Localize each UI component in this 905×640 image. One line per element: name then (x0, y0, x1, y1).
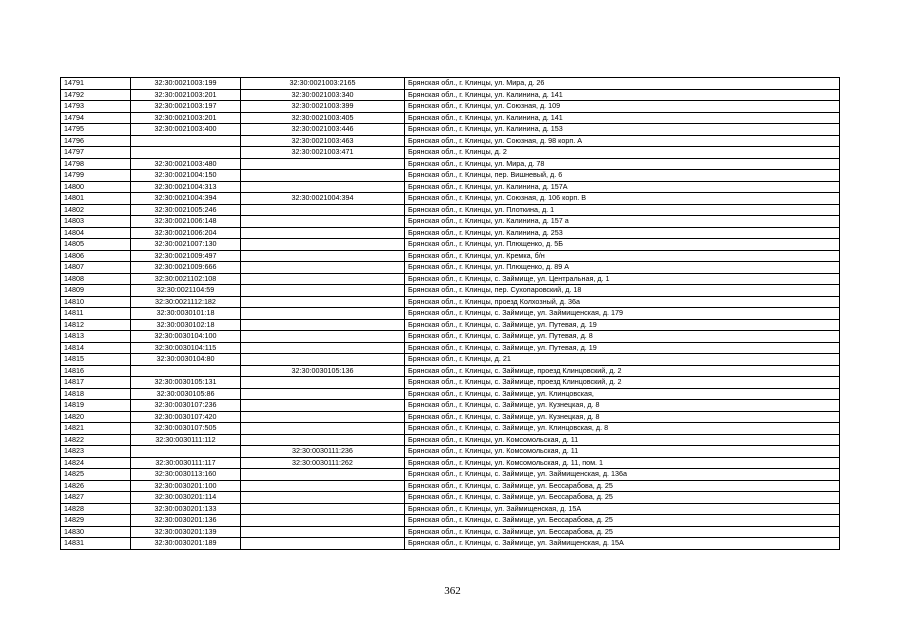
cadastral-number-cell: 32:30:0030104:80 (131, 354, 241, 366)
row-number-cell: 14794 (61, 112, 131, 124)
address-cell: Брянская обл., г. Клинцы, ул. Мира, д. 78 (405, 158, 840, 170)
table-row (61, 135, 840, 147)
building-cadastral-number-cell: 32:30:0021003:446 (241, 124, 405, 136)
row-number-cell: 14830 (61, 526, 131, 538)
register-table (60, 77, 840, 550)
address-cell: Брянская обл., г. Клинцы, с. Займище, ул. Путевая, д. 19 (405, 342, 840, 354)
cadastral-number-cell: 32:30:0021009:497 (131, 250, 241, 262)
table-row (61, 365, 840, 377)
building-cadastral-number-cell (241, 526, 405, 538)
building-cadastral-number-cell (241, 354, 405, 366)
row-number-cell: 14828 (61, 503, 131, 515)
row-number-cell: 14799 (61, 170, 131, 182)
building-cadastral-number-cell: 32:30:0021003:399 (241, 101, 405, 113)
table-row (61, 216, 840, 228)
address-cell: Брянская обл., г. Клинцы, с. Займище, ул. Кузнецкая, д. 8 (405, 400, 840, 412)
table-row (61, 147, 840, 159)
table-row (61, 377, 840, 389)
address-cell: Брянская обл., г. Клинцы, с. Займище, ул. Бессарабова, д. 25 (405, 515, 840, 527)
cadastral-number-cell: 32:30:0030107:236 (131, 400, 241, 412)
building-cadastral-number-cell (241, 480, 405, 492)
cadastral-number-cell: 32:30:0021009:666 (131, 262, 241, 274)
row-number-cell: 14831 (61, 538, 131, 550)
row-number-cell: 14810 (61, 296, 131, 308)
table-row (61, 101, 840, 113)
building-cadastral-number-cell (241, 503, 405, 515)
building-cadastral-number-cell (241, 170, 405, 182)
building-cadastral-number-cell (241, 239, 405, 251)
table-row (61, 342, 840, 354)
address-cell: Брянская обл., г. Клинцы, д. 21 (405, 354, 840, 366)
building-cadastral-number-cell (241, 377, 405, 389)
row-number-cell: 14796 (61, 135, 131, 147)
address-cell: Брянская обл., г. Клинцы, с. Займище, ул. Займищенская, д. 15А (405, 538, 840, 550)
building-cadastral-number-cell: 32:30:0030111:236 (241, 446, 405, 458)
address-cell: Брянская обл., г. Клинцы, ул. Союзная, д. 98 корп. А (405, 135, 840, 147)
row-number-cell: 14822 (61, 434, 131, 446)
building-cadastral-number-cell (241, 273, 405, 285)
cadastral-number-cell: 32:30:0021104:59 (131, 285, 241, 297)
table-row (61, 262, 840, 274)
cadastral-number-cell (131, 446, 241, 458)
cadastral-number-cell: 32:30:0030107:505 (131, 423, 241, 435)
building-cadastral-number-cell (241, 469, 405, 481)
table-row (61, 170, 840, 182)
address-cell: Брянская обл., г. Клинцы, ул. Калинина, д. 141 (405, 89, 840, 101)
table-row (61, 480, 840, 492)
address-cell: Брянская обл., г. Клинцы, с. Займище, ул. Займищенская, д. 136а (405, 469, 840, 481)
cadastral-number-cell: 32:30:0030104:100 (131, 331, 241, 343)
building-cadastral-number-cell (241, 308, 405, 320)
cadastral-number-cell: 32:30:0030101:18 (131, 308, 241, 320)
address-cell: Брянская обл., г. Клинцы, с. Займище, проезд Клинцовский, д. 2 (405, 365, 840, 377)
table-row (61, 227, 840, 239)
row-number-cell: 14806 (61, 250, 131, 262)
building-cadastral-number-cell (241, 204, 405, 216)
row-number-cell: 14797 (61, 147, 131, 159)
building-cadastral-number-cell: 32:30:0030105:136 (241, 365, 405, 377)
address-cell: Брянская обл., г. Клинцы, ул. Мира, д. 26 (405, 78, 840, 90)
cadastral-number-cell: 32:30:0021112:182 (131, 296, 241, 308)
table-row (61, 285, 840, 297)
row-number-cell: 14815 (61, 354, 131, 366)
table-row (61, 457, 840, 469)
cadastral-number-cell: 32:30:0030111:117 (131, 457, 241, 469)
building-cadastral-number-cell (241, 492, 405, 504)
row-number-cell: 14816 (61, 365, 131, 377)
table-row (61, 354, 840, 366)
row-number-cell: 14808 (61, 273, 131, 285)
row-number-cell: 14798 (61, 158, 131, 170)
row-number-cell: 14814 (61, 342, 131, 354)
address-cell: Брянская обл., г. Клинцы, с. Займище, ул. Путевая, д. 19 (405, 319, 840, 331)
cadastral-number-cell: 32:30:0030107:420 (131, 411, 241, 423)
table-row (61, 331, 840, 343)
table-row (61, 538, 840, 550)
row-number-cell: 14820 (61, 411, 131, 423)
row-number-cell: 14826 (61, 480, 131, 492)
address-cell: Брянская обл., г. Клинцы, с. Займище, ул. Центральная, д. 1 (405, 273, 840, 285)
cadastral-number-cell: 32:30:0030102:18 (131, 319, 241, 331)
address-cell: Брянская обл., г. Клинцы, ул. Кремка, б/н (405, 250, 840, 262)
table-row (61, 124, 840, 136)
address-cell: Брянская обл., г. Клинцы, ул. Комсомольская, д. 11 (405, 446, 840, 458)
cadastral-number-cell: 32:30:0030201:100 (131, 480, 241, 492)
address-cell: Брянская обл., г. Клинцы, ул. Плющенко, д. 89 А (405, 262, 840, 274)
table-row (61, 112, 840, 124)
cadastral-number-cell: 32:30:0030104:115 (131, 342, 241, 354)
building-cadastral-number-cell (241, 538, 405, 550)
row-number-cell: 14805 (61, 239, 131, 251)
address-cell: Брянская обл., г. Клинцы, ул. Комсомольская, д. 11 (405, 434, 840, 446)
address-cell: Брянская обл., г. Клинцы, с. Займище, ул. Займищенская, д. 179 (405, 308, 840, 320)
address-cell: Брянская обл., г. Клинцы, с. Займище, ул. Кузнецкая, д. 8 (405, 411, 840, 423)
cadastral-number-cell: 32:30:0021003:480 (131, 158, 241, 170)
building-cadastral-number-cell (241, 515, 405, 527)
address-cell: Брянская обл., г. Клинцы, ул. Калинина, д. 157А (405, 181, 840, 193)
table-row (61, 515, 840, 527)
row-number-cell: 14811 (61, 308, 131, 320)
address-cell: Брянская обл., г. Клинцы, с. Займище, ул. Клинцовская, д. 8 (405, 423, 840, 435)
table-row (61, 239, 840, 251)
building-cadastral-number-cell: 32:30:0021003:463 (241, 135, 405, 147)
address-cell: Брянская обл., г. Клинцы, с. Займище, ул. Бессарабова, д. 25 (405, 480, 840, 492)
row-number-cell: 14801 (61, 193, 131, 205)
building-cadastral-number-cell (241, 400, 405, 412)
row-number-cell: 14827 (61, 492, 131, 504)
address-cell: Брянская обл., г. Клинцы, ул. Союзная, д. 109 (405, 101, 840, 113)
building-cadastral-number-cell (241, 411, 405, 423)
row-number-cell: 14807 (61, 262, 131, 274)
building-cadastral-number-cell (241, 319, 405, 331)
address-cell: Брянская обл., г. Клинцы, пер. Вишневый, д. 6 (405, 170, 840, 182)
table-row (61, 411, 840, 423)
row-number-cell: 14802 (61, 204, 131, 216)
building-cadastral-number-cell: 32:30:0021003:405 (241, 112, 405, 124)
table-row (61, 469, 840, 481)
address-cell: Брянская обл., г. Клинцы, проезд Колхозный, д. 36а (405, 296, 840, 308)
cadastral-number-cell: 32:30:0021004:394 (131, 193, 241, 205)
address-cell: Брянская обл., г. Клинцы, ул. Калинина, д. 157 а (405, 216, 840, 228)
register-table-body (61, 78, 840, 550)
address-cell: Брянская обл., г. Клинцы, ул. Займищенская, д. 15А (405, 503, 840, 515)
cadastral-number-cell: 32:30:0021005:246 (131, 204, 241, 216)
cadastral-number-cell: 32:30:0021003:197 (131, 101, 241, 113)
table-row (61, 78, 840, 90)
cadastral-number-cell: 32:30:0021006:148 (131, 216, 241, 228)
table-row (61, 400, 840, 412)
row-number-cell: 14824 (61, 457, 131, 469)
cadastral-number-cell: 32:30:0030111:112 (131, 434, 241, 446)
address-cell: Брянская обл., г. Клинцы, ул. Калинина, д. 141 (405, 112, 840, 124)
building-cadastral-number-cell (241, 158, 405, 170)
table-row (61, 446, 840, 458)
table-row (61, 388, 840, 400)
row-number-cell: 14819 (61, 400, 131, 412)
row-number-cell: 14800 (61, 181, 131, 193)
row-number-cell: 14803 (61, 216, 131, 228)
cadastral-number-cell: 32:30:0030201:139 (131, 526, 241, 538)
cadastral-number-cell: 32:30:0030201:136 (131, 515, 241, 527)
table-row (61, 181, 840, 193)
table-row (61, 296, 840, 308)
cadastral-number-cell: 32:30:0021004:150 (131, 170, 241, 182)
row-number-cell: 14793 (61, 101, 131, 113)
table-row (61, 423, 840, 435)
table-row (61, 526, 840, 538)
table-row (61, 434, 840, 446)
table-row (61, 273, 840, 285)
row-number-cell: 14809 (61, 285, 131, 297)
cadastral-number-cell: 32:30:0021007:130 (131, 239, 241, 251)
cadastral-number-cell (131, 365, 241, 377)
address-cell: Брянская обл., г. Клинцы, с. Займище, ул. Клинцовская, (405, 388, 840, 400)
row-number-cell: 14829 (61, 515, 131, 527)
cadastral-number-cell: 32:30:0021006:204 (131, 227, 241, 239)
building-cadastral-number-cell (241, 216, 405, 228)
table-row (61, 158, 840, 170)
building-cadastral-number-cell: 32:30:0030111:262 (241, 457, 405, 469)
building-cadastral-number-cell (241, 388, 405, 400)
address-cell: Брянская обл., г. Клинцы, ул. Союзная, д. 106 корп. В (405, 193, 840, 205)
cadastral-number-cell: 32:30:0030113:160 (131, 469, 241, 481)
cadastral-number-cell: 32:30:0030201:114 (131, 492, 241, 504)
row-number-cell: 14792 (61, 89, 131, 101)
cadastral-number-cell: 32:30:0030105:86 (131, 388, 241, 400)
address-cell: Брянская обл., г. Клинцы, ул. Калинина, д. 253 (405, 227, 840, 239)
table-row (61, 503, 840, 515)
row-number-cell: 14795 (61, 124, 131, 136)
table-row (61, 89, 840, 101)
building-cadastral-number-cell (241, 342, 405, 354)
row-number-cell: 14821 (61, 423, 131, 435)
cadastral-number-cell (131, 147, 241, 159)
address-cell: Брянская обл., г. Клинцы, с. Займище, ул. Путевая, д. 8 (405, 331, 840, 343)
address-cell: Брянская обл., г. Клинцы, ул. Комсомольская, д. 11, пом. 1 (405, 457, 840, 469)
building-cadastral-number-cell: 32:30:0021003:2165 (241, 78, 405, 90)
building-cadastral-number-cell (241, 434, 405, 446)
address-cell: Брянская обл., г. Клинцы, с. Займище, ул. Бессарабова, д. 25 (405, 492, 840, 504)
cadastral-number-cell: 32:30:0021003:199 (131, 78, 241, 90)
building-cadastral-number-cell (241, 423, 405, 435)
cadastral-number-cell: 32:30:0021003:201 (131, 89, 241, 101)
building-cadastral-number-cell: 32:30:0021004:394 (241, 193, 405, 205)
building-cadastral-number-cell (241, 262, 405, 274)
address-cell: Брянская обл., г. Клинцы, пер. Сухопаровский, д. 18 (405, 285, 840, 297)
row-number-cell: 14818 (61, 388, 131, 400)
row-number-cell: 14804 (61, 227, 131, 239)
cadastral-number-cell: 32:30:0030201:133 (131, 503, 241, 515)
table-row (61, 308, 840, 320)
row-number-cell: 14791 (61, 78, 131, 90)
building-cadastral-number-cell (241, 227, 405, 239)
row-number-cell: 14813 (61, 331, 131, 343)
building-cadastral-number-cell (241, 331, 405, 343)
building-cadastral-number-cell: 32:30:0021003:471 (241, 147, 405, 159)
address-cell: Брянская обл., г. Клинцы, д. 2 (405, 147, 840, 159)
row-number-cell: 14812 (61, 319, 131, 331)
table-row (61, 250, 840, 262)
cadastral-number-cell: 32:30:0030201:189 (131, 538, 241, 550)
cadastral-number-cell: 32:30:0021102:108 (131, 273, 241, 285)
table-row (61, 319, 840, 331)
row-number-cell: 14817 (61, 377, 131, 389)
page-number: 362 (444, 585, 461, 597)
cadastral-number-cell: 32:30:0030105:131 (131, 377, 241, 389)
cadastral-number-cell: 32:30:0021003:400 (131, 124, 241, 136)
address-cell: Брянская обл., г. Клинцы, с. Займище, ул. Бессарабова, д. 25 (405, 526, 840, 538)
table-row (61, 492, 840, 504)
address-cell: Брянская обл., г. Клинцы, ул. Калинина, д. 153 (405, 124, 840, 136)
building-cadastral-number-cell (241, 296, 405, 308)
building-cadastral-number-cell: 32:30:0021003:340 (241, 89, 405, 101)
row-number-cell: 14825 (61, 469, 131, 481)
cadastral-number-cell: 32:30:0021003:201 (131, 112, 241, 124)
cadastral-number-cell: 32:30:0021004:313 (131, 181, 241, 193)
building-cadastral-number-cell (241, 181, 405, 193)
building-cadastral-number-cell (241, 250, 405, 262)
address-cell: Брянская обл., г. Клинцы, с. Займище, проезд Клинцовский, д. 2 (405, 377, 840, 389)
address-cell: Брянская обл., г. Клинцы, ул. Плоткина, д. 1 (405, 204, 840, 216)
table-row (61, 204, 840, 216)
cadastral-number-cell (131, 135, 241, 147)
table-row (61, 193, 840, 205)
address-cell: Брянская обл., г. Клинцы, ул. Плющенко, д. 5Б (405, 239, 840, 251)
row-number-cell: 14823 (61, 446, 131, 458)
building-cadastral-number-cell (241, 285, 405, 297)
